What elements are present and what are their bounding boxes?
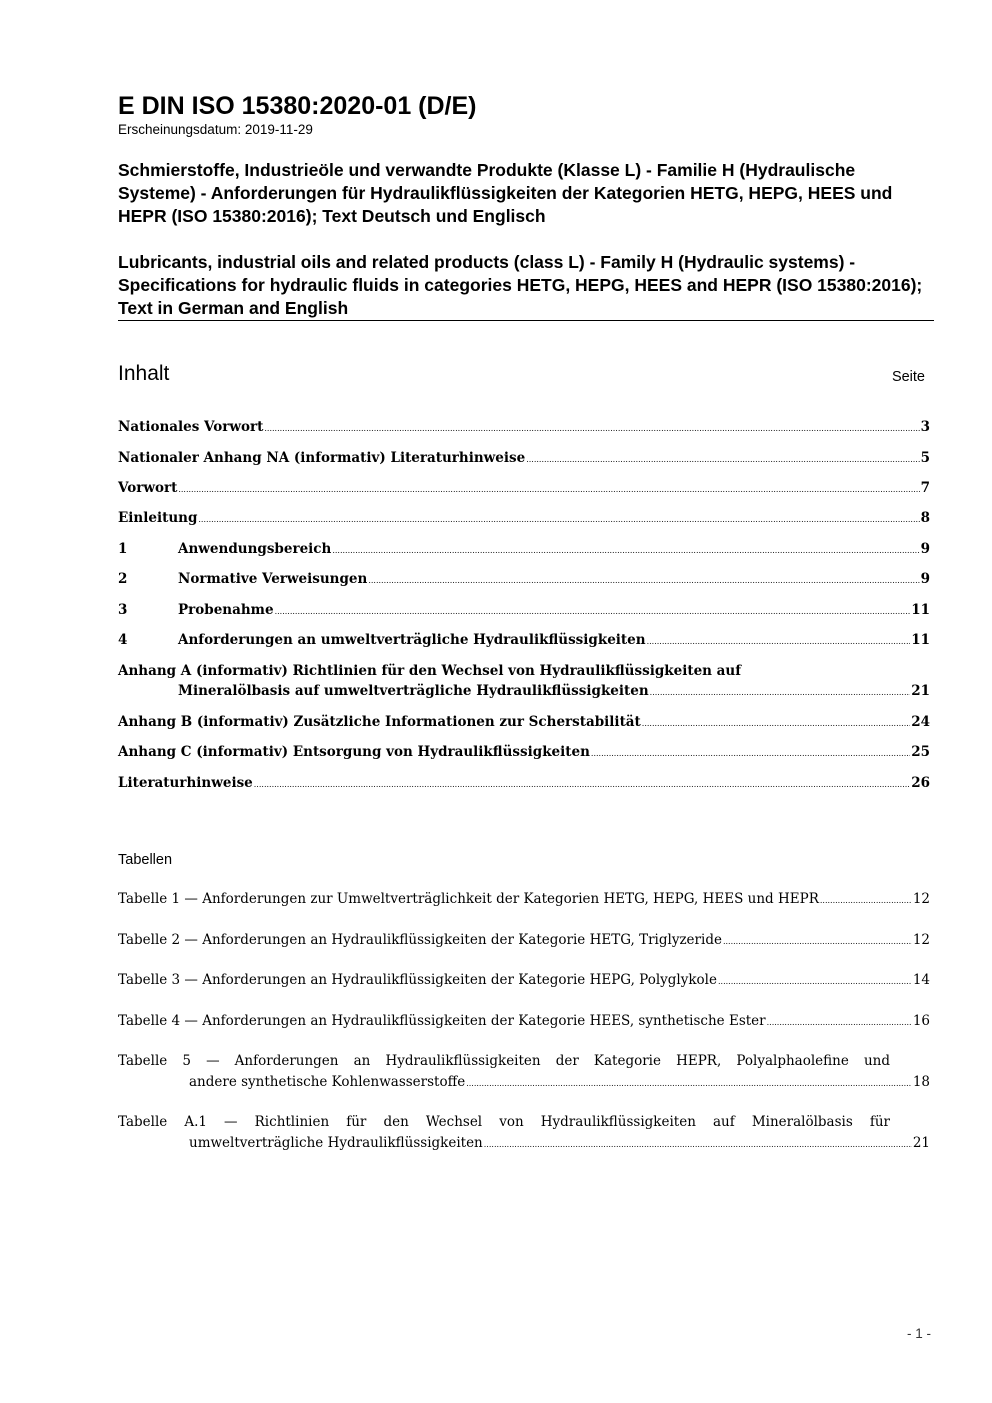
table-entry-title: Tabelle 5 — Anforderungen an Hydraulikflüssigkeiten der Kategorie HEPR, Polyalphaolefine und — [118, 1053, 890, 1069]
toc-entry-title: Vorwort — [118, 480, 178, 496]
toc-entry-title: Anhang A (informativ) Richtlinien für den Wechsel von Hydraulikflüssigkeiten auf — [118, 663, 742, 679]
tables-heading: Tabellen — [118, 852, 173, 868]
header-divider — [118, 320, 934, 321]
toc-entry-title: Anwendungsbereich — [178, 541, 332, 557]
table-list-entry[interactable] — [118, 1051, 930, 1094]
dot-leader — [642, 714, 910, 734]
toc-entry[interactable] — [118, 712, 930, 734]
toc-entry-title: Einleitung — [118, 510, 198, 526]
toc-entry-page: 9 — [920, 571, 930, 587]
toc-entry[interactable] — [118, 742, 930, 764]
document-title: E DIN ISO 15380:2020-01 (D/E) — [118, 92, 477, 120]
toc-entry-title: Nationaler Anhang NA (informativ) Literaturhinweise — [118, 450, 526, 466]
toc-entry-page: 5 — [920, 450, 930, 466]
toc-entry-page: 25 — [911, 744, 930, 760]
table-entry-page: 14 — [912, 972, 930, 988]
dot-leader — [723, 931, 912, 952]
table-entry-page: 21 — [912, 1135, 930, 1151]
toc-entry-page: 9 — [920, 541, 930, 557]
dot-leader — [368, 571, 919, 591]
toc-entry[interactable] — [118, 569, 930, 591]
dot-leader — [767, 1012, 912, 1033]
toc-entry-title: Literaturhinweise — [118, 775, 253, 791]
toc-entry-number: 1 — [118, 541, 128, 557]
toc-entry-page: 26 — [911, 775, 930, 791]
toc-heading: Inhalt — [118, 362, 170, 385]
dot-leader — [526, 450, 919, 470]
table-list-entry[interactable] — [118, 930, 930, 952]
table-entry-title-continued: andere synthetische Kohlenwasserstoffe — [189, 1074, 466, 1090]
toc-entry[interactable] — [118, 508, 930, 530]
toc-entry-number: 4 — [118, 632, 128, 648]
table-entry-page: 12 — [912, 932, 930, 948]
dot-leader — [275, 602, 911, 622]
dot-leader — [178, 480, 919, 500]
toc-page-column-label: Seite — [891, 369, 925, 385]
table-entry-title: Tabelle A.1 — Richtlinien für den Wechsel von Hydraulikflüssigkeiten auf Mineralölbasis für — [118, 1114, 890, 1130]
publication-date: Erscheinungsdatum: 2019-11-29 — [118, 122, 313, 137]
toc-entry-title: Anhang C (informativ) Entsorgung von Hydraulikflüssigkeiten — [118, 744, 590, 760]
subtitle-german: Schmierstoffe, Industrieöle und verwandte Produkte (Klasse L) - Familie H (Hydraulische Systeme) - Anforderungen für Hydraulikflüssigkeiten der Kategorien HETG, HEPG, HEES und HEPR (ISO 15380:2016); Text Deutsch und Englisch — [118, 160, 893, 226]
toc-entry[interactable] — [118, 448, 930, 470]
table-list-entry[interactable] — [118, 970, 930, 992]
table-entry-title: Tabelle 3 — Anforderungen an Hydraulikflüssigkeiten der Kategorie HEPG, Polyglykole — [118, 972, 717, 988]
table-entry-page: 12 — [912, 891, 930, 907]
toc-entry-page: 11 — [911, 632, 930, 648]
table-entry-title-continued: umweltverträgliche Hydraulikflüssigkeiten — [189, 1135, 483, 1151]
toc-entry-title-continued: Mineralölbasis auf umweltverträgliche Hydraulikflüssigkeiten — [178, 683, 649, 699]
subtitle-english: Lubricants, industrial oils and related products (class L) - Family H (Hydraulic systems) - Specifications for hydraulic fluids in categories HETG, HEPG, HEES and HEPR (ISO 15380:2016); Text in German and English — [118, 252, 923, 318]
dot-leader — [254, 775, 910, 795]
toc-entry-title: Probenahme — [178, 602, 274, 618]
dot-leader — [264, 419, 919, 439]
table-entry-page: 16 — [912, 1013, 930, 1029]
toc-entry-number: 2 — [118, 571, 128, 587]
dot-leader — [484, 1134, 912, 1155]
table-list-entry[interactable] — [118, 889, 930, 911]
toc-entry[interactable] — [118, 539, 930, 561]
dot-leader — [718, 971, 912, 992]
toc-entry-title: Nationales Vorwort — [118, 419, 264, 435]
toc-entry[interactable] — [118, 478, 930, 500]
toc-entry-title: Anhang B (informativ) Zusätzliche Informationen zur Scherstabilität — [118, 714, 641, 730]
toc-entry-page: 7 — [920, 480, 930, 496]
dot-leader — [591, 744, 910, 764]
dot-leader — [647, 632, 911, 652]
table-entry-title: Tabelle 1 — Anforderungen zur Umweltverträglichkeit der Kategorien HETG, HEPG, HEES und HEPR — [118, 891, 819, 907]
toc-entry-number: 3 — [118, 602, 128, 618]
toc-entry[interactable] — [118, 417, 930, 439]
table-entry-title: Tabelle 2 — Anforderungen an Hydraulikflüssigkeiten der Kategorie HETG, Triglyzeride — [118, 932, 722, 948]
toc-entry[interactable] — [118, 773, 930, 795]
dot-leader — [466, 1073, 912, 1094]
table-entry-title: Tabelle 4 — Anforderungen an Hydraulikflüssigkeiten der Kategorie HEES, synthetische Ester — [118, 1013, 766, 1029]
dot-leader — [650, 683, 911, 703]
table-entry-page: 18 — [912, 1074, 930, 1090]
page-number: - 1 - — [906, 1326, 931, 1341]
table-list-entry[interactable] — [118, 1011, 930, 1033]
toc-entry[interactable] — [118, 600, 930, 622]
toc-entry[interactable] — [118, 630, 930, 652]
dot-leader — [820, 890, 912, 911]
dot-leader — [332, 541, 919, 561]
table-list-entry[interactable] — [118, 1112, 930, 1155]
dot-leader — [198, 510, 919, 530]
toc-entry-title: Normative Verweisungen — [178, 571, 368, 587]
toc-entry-page: 21 — [911, 683, 930, 699]
toc-entry-page: 8 — [920, 510, 930, 526]
toc-entry[interactable] — [118, 661, 930, 703]
toc-entry-page: 11 — [911, 602, 930, 618]
toc-entry-page: 3 — [920, 419, 930, 435]
toc-entry-page: 24 — [911, 714, 930, 730]
toc-entry-title: Anforderungen an umweltverträgliche Hydraulikflüssigkeiten — [178, 632, 646, 648]
